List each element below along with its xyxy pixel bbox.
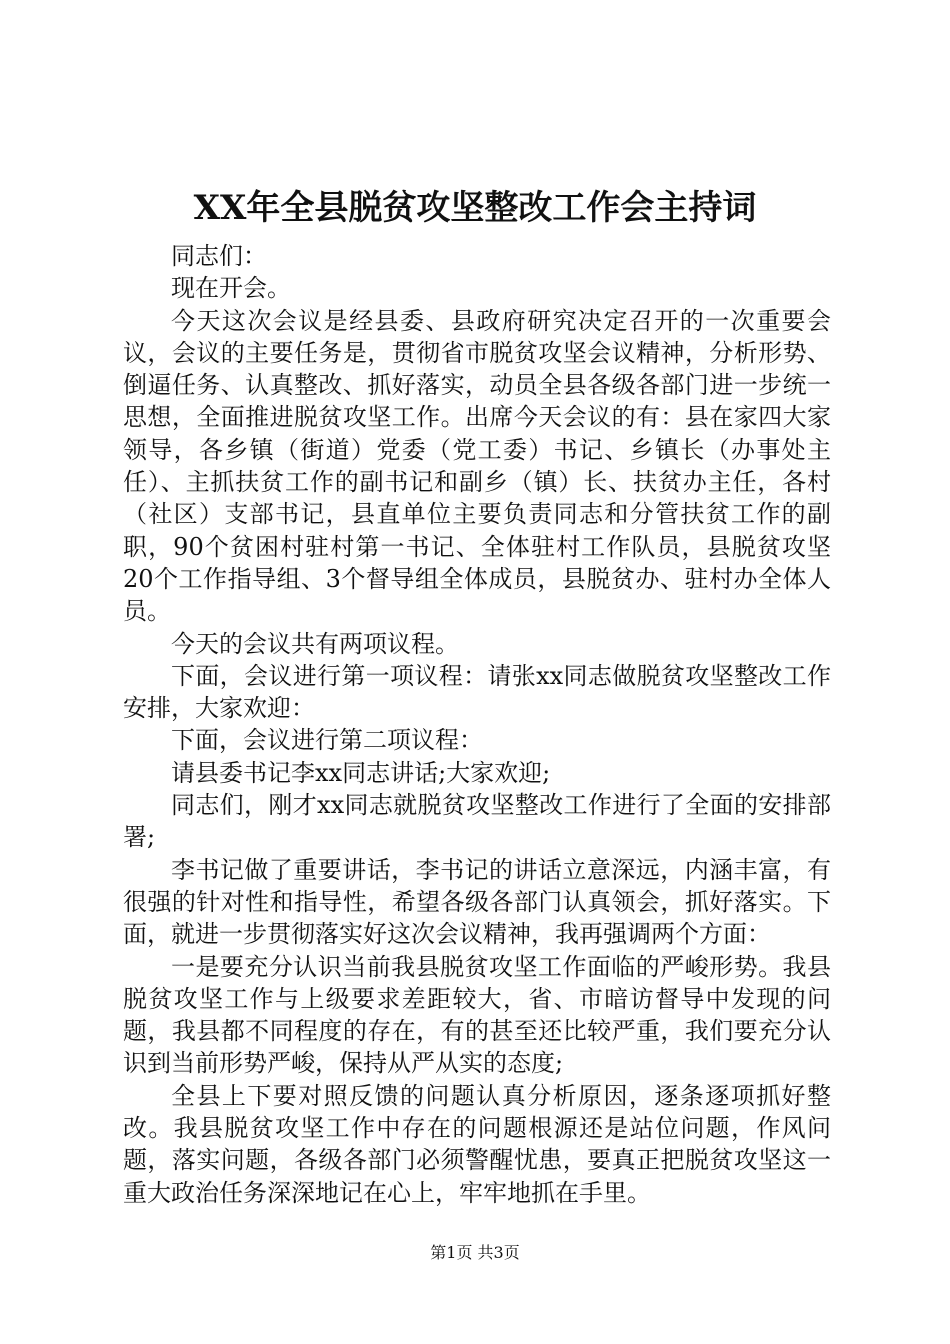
paragraph-meeting-purpose: 今天这次会议是经县委、县政府研究决定召开的一次重要会议，会议的主要任务是，贯彻省市脱贫攻坚会议精神，分析形势、倒逼任务、认真整改、抓好落实，动员全县各级各部门进一步统一思想，全面推进脱贫攻坚工作。出席今天会议的有：县在家四大家领导，各乡镇（街道）党委（党工委）书记、乡镇长（办事处主任）、主抓扶贫工作的副书记和副乡（镇）长、扶贫办主任，各村（社区）支部书记，县直单位主要负责同志和分管扶贫工作的副职，90个贫困村驻村第一书记、全体驻村工作队员，县脱贫攻坚20个工作指导组、3个督导组全体成员，县脱贫办、驻村办全体人员。	[123, 306, 831, 626]
paragraph-point-one: 一是要充分认识当前我县脱贫攻坚工作面临的严峻形势。我县脱贫攻坚工作与上级要求差距较大，省、市暗访督导中发现的问题，我县都不同程度的存在，有的甚至还比较严重，我们要充分认识到当前形势严峻，保持从严从实的态度;	[123, 952, 831, 1078]
paragraph-summary: 同志们，刚才xx同志就脱贫攻坚整改工作进行了全面的安排部署;	[123, 791, 831, 852]
paragraph-speech-invite: 请县委书记李xx同志讲话;大家欢迎;	[171, 758, 551, 787]
paragraph-agenda-item-1: 下面，会议进行第一项议程：请张xx同志做脱贫攻坚整改工作安排，大家欢迎：	[123, 661, 831, 723]
paragraph-agenda-item-2: 下面，会议进行第二项议程：	[171, 726, 483, 755]
page-number-footer: 第1页 共3页	[430, 1243, 520, 1262]
document-body	[123, 240, 831, 1209]
paragraph-opening: 现在开会。	[171, 274, 291, 303]
paragraph-salutation: 同志们：	[171, 242, 267, 270]
document-title: XX年全县脱贫攻坚整改工作会主持词	[193, 188, 757, 228]
paragraph-remarks: 李书记做了重要讲话，李书记的讲话立意深远，内涵丰富，有很强的针对性和指导性，希望各级各部门认真领会，抓好落实。下面，就进一步贯彻落实好这次会议精神，我再强调两个方面：	[123, 855, 831, 949]
paragraph-agenda-count: 今天的会议共有两项议程。	[171, 629, 459, 658]
paragraph-rectification: 全县上下要对照反馈的问题认真分析原因，逐条逐项抓好整改。我县脱贫攻坚工作中存在的问题根源还是站位问题，作风问题，落实问题，各级各部门必须警醒忧患，要真正把脱贫攻坚这一重大政治任务深深地记在心上，牢牢地抓在手里。	[123, 1081, 831, 1207]
